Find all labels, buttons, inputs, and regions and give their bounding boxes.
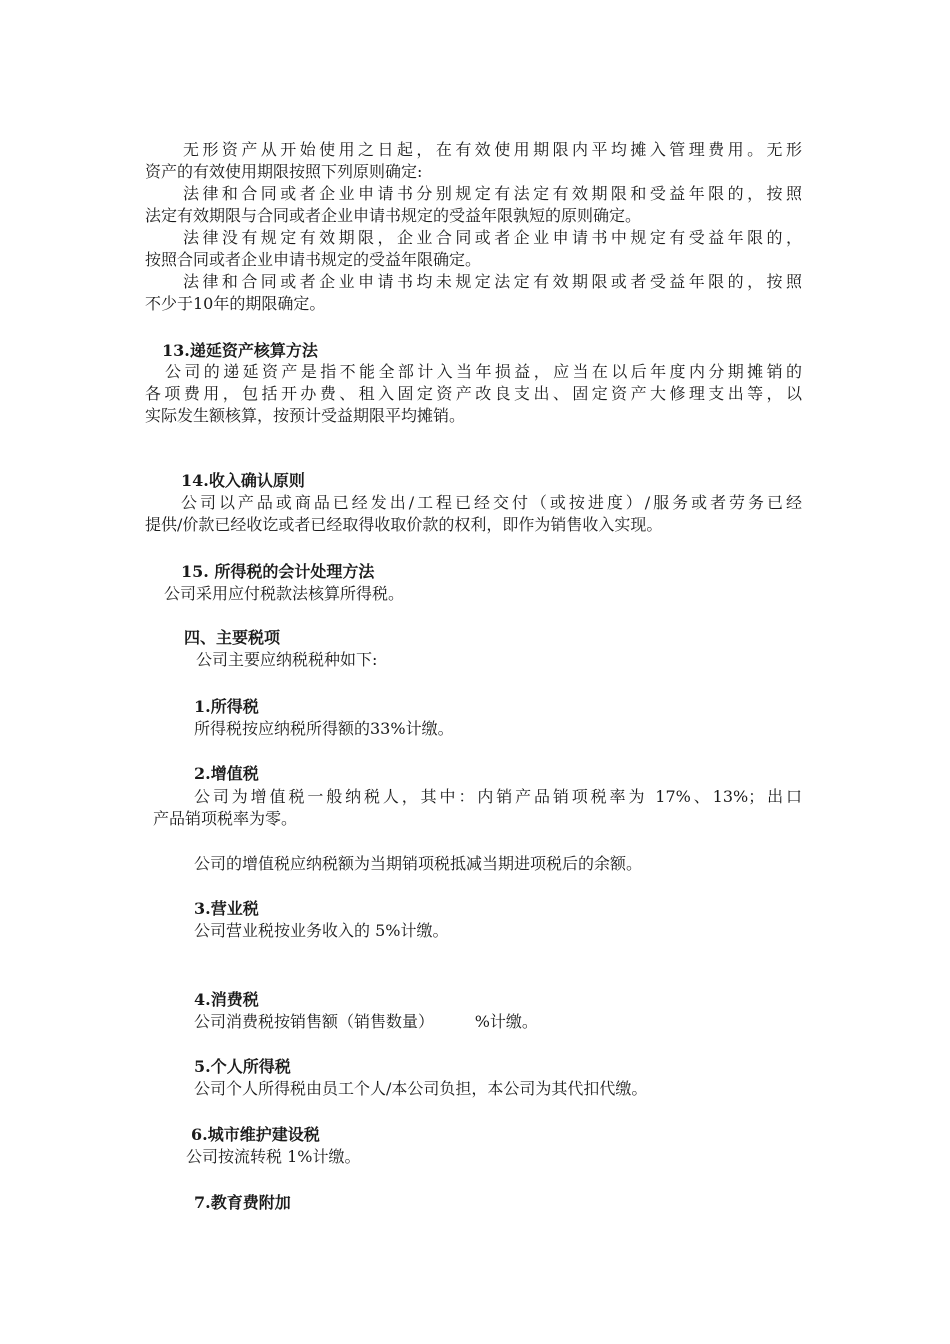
tax-1-heading: 1.所得税 — [194, 697, 259, 716]
tax-1-line1: 所得税按应纳税所得额的33%计缴。 — [194, 719, 454, 738]
tax-6-line1: 公司按流转税 1%计缴。 — [186, 1147, 361, 1166]
tax-2-line2: 产品销项税率为零。 — [153, 809, 298, 828]
intangible-p4-line1: 法律和合同或者企业申请书均未规定法定有效期限或者受益年限的，按照 — [183, 272, 802, 291]
intangible-p1-line1: 无形资产从开始使用之日起，在有效使用期限内平均摊入管理费用。无形 — [183, 140, 802, 159]
tax-7-heading: 7.教育费附加 — [194, 1193, 291, 1212]
section-14-line1: 公司以产品或商品已经发出/工程已经交付（或按进度）/服务或者劳务已经 — [181, 493, 802, 512]
intangible-p2-line2: 法定有效期限与合同或者企业申请书规定的受益年限孰短的原则确定。 — [145, 206, 642, 225]
intangible-p1-line2: 资产的有效使用期限按照下列原则确定: — [145, 162, 423, 181]
tax-4-heading: 4.消费税 — [194, 990, 259, 1009]
intangible-p3-line2: 按照合同或者企业申请书规定的受益年限确定。 — [145, 250, 482, 269]
taxes-heading: 四、主要税项 — [184, 628, 281, 647]
section-14-heading: 14.收入确认原则 — [181, 471, 305, 490]
intangible-p3-line1: 法律没有规定有效期限，企业合同或者企业申请书中规定有受益年限的， — [183, 228, 802, 247]
tax-2-line1: 公司为增值税一般纳税人，其中：内销产品销项税率为 17%、13%；出口 — [194, 787, 802, 806]
tax-2-heading: 2.增值税 — [194, 764, 259, 783]
section-15-heading: 15. 所得税的会计处理方法 — [181, 562, 375, 581]
tax-4-line1: 公司消费税按销售额（销售数量） %计缴。 — [194, 1012, 538, 1031]
section-15-line1: 公司采用应付税款法核算所得税。 — [164, 584, 405, 603]
taxes-intro: 公司主要应纳税税种如下: — [196, 650, 378, 669]
tax-5-line1: 公司个人所得税由员工个人/本公司负担，本公司为其代扣代缴。 — [194, 1079, 648, 1098]
tax-6-heading: 6.城市维护建设税 — [191, 1125, 320, 1144]
tax-2-line3: 公司的增值税应纳税额为当期销项税抵减当期进项税后的余额。 — [194, 854, 643, 873]
tax-3-heading: 3.营业税 — [194, 899, 259, 918]
section-13-line1: 公司的递延资产是指不能全部计入当年损益，应当在以后年度内分期摊销的 — [165, 362, 802, 381]
intangible-p4-line2: 不少于10年的期限确定。 — [145, 294, 326, 313]
section-14-line2: 提供/价款已经收讫或者已经取得收取价款的权利，即作为销售收入实现。 — [145, 515, 663, 534]
section-13-line2: 各项费用，包括开办费、租入固定资产改良支出、固定资产大修理支出等，以 — [145, 384, 802, 403]
section-13-heading: 13.递延资产核算方法 — [162, 341, 318, 360]
tax-3-line1: 公司营业税按业务收入的 5%计缴。 — [194, 921, 449, 940]
tax-5-heading: 5.个人所得税 — [194, 1057, 291, 1076]
section-13-line3: 实际发生额核算，按预计受益期限平均摊销。 — [145, 406, 466, 425]
intangible-p2-line1: 法律和合同或者企业申请书分别规定有法定有效期限和受益年限的，按照 — [183, 184, 802, 203]
